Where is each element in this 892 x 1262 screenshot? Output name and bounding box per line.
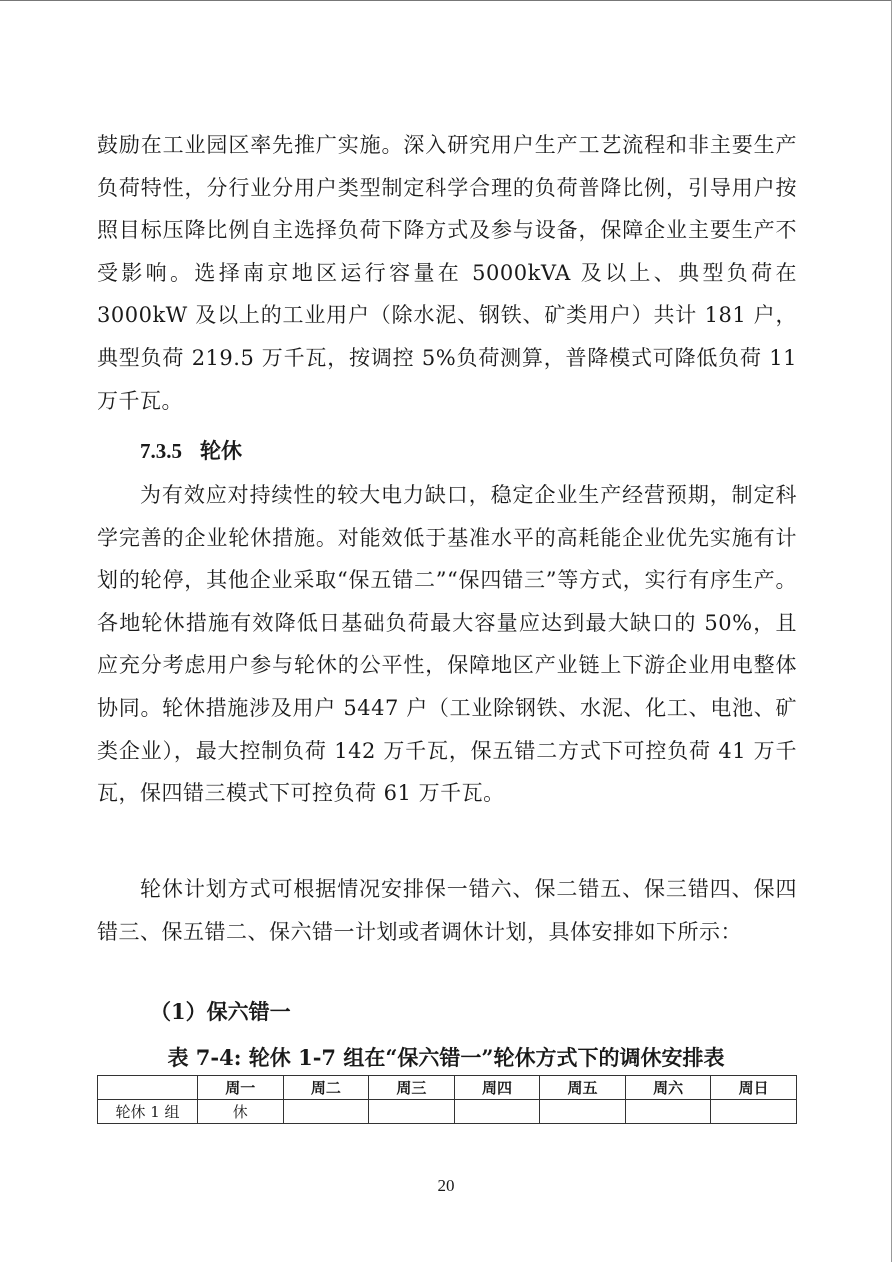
table-cell (540, 1100, 626, 1124)
table-cell (283, 1100, 369, 1124)
paragraph-rotation-measures: 为有效应对持续性的较大电力缺口，稳定企业生产经营预期，制定科学完善的企业轮休措施。对能效低于基准水平的高耗能企业优先实施有计划的轮停，其他企业采取“保五错二”“保四错三”等方式，实行有序生产。各地轮休措施有效降低日基础负荷最大容量应达到最大缺口的 50%，且应充分考虑用户参与轮休的公平性，保障地区产业链上下游企业用电整体协同。轮休措施涉及用户 5447 户（工业除钢铁、水泥、化工、电池、矿类企业），最大控制负荷 142 万千瓦，保五错二方式下可控负荷 41 万千瓦，保四错三模式下可控负荷 61 万千瓦。 (97, 483, 797, 806)
table-header-row (98, 1076, 797, 1100)
header-cell: 周六 (625, 1076, 711, 1100)
header-cell: 周三 (369, 1076, 455, 1100)
table-cell (454, 1100, 540, 1124)
header-cell: 周五 (540, 1076, 626, 1100)
table-caption: 表 7-4: 轮休 1-7 组在“保六错一”轮休方式下的调休安排表 (167, 1045, 725, 1070)
header-cell: 周二 (283, 1076, 369, 1100)
sub-heading: （1）保六错一 (150, 999, 291, 1024)
page-border-top (0, 0, 892, 1)
header-cell: 周一 (198, 1076, 284, 1100)
table-row (98, 1100, 797, 1124)
section-heading (140, 435, 242, 465)
table-cell: 轮休 1 组 (98, 1100, 198, 1124)
table-cell: 休 (198, 1100, 284, 1124)
page-number: 20 (437, 1176, 455, 1195)
header-cell: 周四 (454, 1076, 540, 1100)
table-cell (369, 1100, 455, 1124)
section-number: 7.3.5 (140, 439, 182, 463)
paragraph-rotation-plans: 轮休计划方式可根据情况安排保一错六、保二错五、保三错四、保四错三、保五错二、保六错一计划或者调休计划，具体安排如下所示： (97, 877, 797, 944)
section-title: 轮休 (200, 438, 242, 463)
paragraph-continued: 鼓励在工业园区率先推广实施。深入研究用户生产工艺流程和非主要生产负荷特性，分行业分用户类型制定科学合理的负荷普降比例，引导用户按照目标压降比例自主选择负荷下降方式及参与设备，保障企业主要生产不受影响。选择南京地区运行容量在 5000kVA 及以上、典型负荷在 3000kW 及以上的工业用户（除水泥、钢铁、矿类用户）共计 181 户，典型负荷 219.5 万千瓦，按调控 5%负荷测算，普降模式可降低负荷 11 万千瓦。 (97, 133, 797, 413)
schedule-table (97, 1075, 797, 1124)
table-cell (711, 1100, 797, 1124)
header-cell (98, 1076, 198, 1100)
table-cell (625, 1100, 711, 1124)
header-cell: 周日 (711, 1076, 797, 1100)
